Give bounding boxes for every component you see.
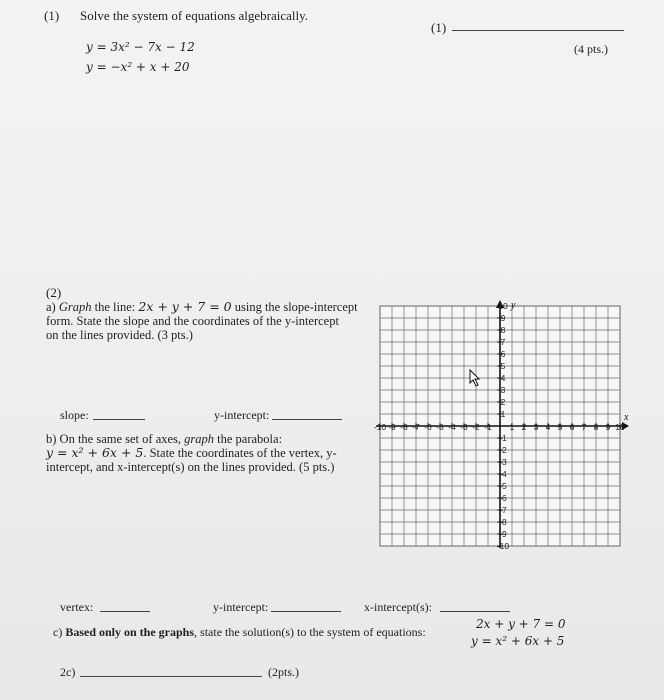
y-tick-label: 4 xyxy=(500,373,506,383)
y-tick-label: -7 xyxy=(499,505,507,515)
q1-answer-label: (1) xyxy=(431,20,447,35)
q2c-equation-2: y = x² + 6x + 5 xyxy=(471,634,565,648)
q2c-prefix: c) xyxy=(53,625,66,639)
q2b-prefix: b) On the same set of axes, xyxy=(46,432,185,446)
y-tick-label: 5 xyxy=(500,361,506,371)
y-tick-label: -8 xyxy=(499,517,507,527)
q2a-line2: form. State the slope and the coordinates of the y-intercept xyxy=(46,314,339,328)
x-tick-label: 8 xyxy=(593,422,599,432)
q2a-line3: on the lines provided. (3 pts.) xyxy=(46,328,193,342)
x-tick-label: 1 xyxy=(509,422,515,432)
x-tick-label: -10 xyxy=(373,422,387,432)
q1-instruction: Solve the system of equations algebraically. xyxy=(80,8,309,23)
y-tick-label: -4 xyxy=(499,469,507,479)
q2b-line1-rest: the parabola: xyxy=(214,432,283,446)
q2a-verb: Graph xyxy=(58,300,92,314)
y-tick-label: -1 xyxy=(499,433,507,443)
q1-points: (4 pts.) xyxy=(574,42,608,56)
x-tick-label: -8 xyxy=(400,422,408,432)
q2b-line3: intercept, and x-intercept(s) on the lines provided. (5 pts.) xyxy=(46,460,335,474)
q2b-verb: graph xyxy=(184,432,215,446)
x-tick-label: -9 xyxy=(388,422,396,432)
q2c-text xyxy=(53,625,426,640)
y-tick-label: -6 xyxy=(499,493,507,503)
q2b-equation: y = x² + 6x + 5 xyxy=(46,445,144,460)
q2-number: (2) xyxy=(46,285,62,300)
xint-label: x-intercept(s): xyxy=(364,600,432,614)
yint2-answer-line[interactable] xyxy=(271,600,341,612)
y-tick-label: 7 xyxy=(500,337,506,347)
y-tick-label: 10 xyxy=(498,301,508,311)
x-tick-label: -3 xyxy=(460,422,468,432)
y-tick-label: -2 xyxy=(499,445,507,455)
x-tick-label: -5 xyxy=(436,422,444,432)
yint2-label: y-intercept: xyxy=(213,600,269,614)
q2a-equation: 2x + y + 7 = 0 xyxy=(138,299,232,314)
x-tick-label: -2 xyxy=(472,422,480,432)
y-axis-label: y xyxy=(511,300,516,311)
q2c-answer-label: 2c) xyxy=(60,665,76,679)
slope-answer-line[interactable] xyxy=(93,408,145,420)
xint-answer-line[interactable] xyxy=(440,600,510,612)
q2c-equation-1: 2x + y + 7 = 0 xyxy=(476,617,566,631)
q2a-prefix: a) xyxy=(46,300,59,314)
x-tick-label: 4 xyxy=(545,422,551,432)
q1-answer-line[interactable] xyxy=(452,18,624,31)
y-tick-label: -5 xyxy=(499,481,507,491)
q1-equation-1: y = 3x² − 7x − 12 xyxy=(86,40,195,54)
x-tick-label: 5 xyxy=(557,422,563,432)
coordinate-grid[interactable] xyxy=(373,300,629,552)
x-tick-label: 9 xyxy=(605,422,611,432)
q2a-line1-rest: the line: xyxy=(91,300,136,314)
q1-number: (1) xyxy=(44,8,60,23)
slope-label: slope: xyxy=(60,408,89,422)
q2c-rest: , state the solution(s) to the system of equations: xyxy=(194,625,426,639)
x-tick-label: 2 xyxy=(521,422,527,432)
y-tick-label: 2 xyxy=(500,397,506,407)
y-tick-label: -3 xyxy=(499,457,507,467)
x-tick-label: -7 xyxy=(412,422,420,432)
y-tick-label: 3 xyxy=(500,385,506,395)
x-tick-label: -1 xyxy=(484,422,492,432)
vertex-label: vertex: xyxy=(60,600,94,614)
q2c-answer-line[interactable] xyxy=(80,665,262,677)
y-tick-label: -9 xyxy=(499,529,507,539)
y-tick-label: 6 xyxy=(500,349,506,359)
vertex-answer-line[interactable] xyxy=(100,600,150,612)
x-tick-label: 6 xyxy=(569,422,575,432)
q2a-line1-tail: using the slope-intercept xyxy=(234,300,358,314)
q2b-text xyxy=(46,432,376,474)
y-tick-label: 9 xyxy=(500,313,506,323)
yint-label: y-intercept: xyxy=(214,408,270,422)
x-tick-label: 7 xyxy=(581,422,587,432)
y-tick-label: -10 xyxy=(496,541,510,551)
yint-answer-line[interactable] xyxy=(272,408,342,420)
y-tick-label: 8 xyxy=(500,325,506,335)
y-tick-label: 1 xyxy=(500,409,506,419)
q2b-line2-rest: . State the coordinates of the vertex, y- xyxy=(143,446,337,460)
q2c-points: (2pts.) xyxy=(268,665,299,679)
x-tick-label: 10 xyxy=(615,422,625,432)
q2c-bold: Based only on the graphs xyxy=(65,625,195,639)
q2a-text xyxy=(46,300,376,342)
x-tick-label: -4 xyxy=(448,422,456,432)
x-tick-label: 3 xyxy=(533,422,539,432)
q1-equation-2: y = −x² + x + 20 xyxy=(86,60,190,74)
x-axis-label: x xyxy=(624,412,629,423)
x-tick-label: -6 xyxy=(424,422,432,432)
